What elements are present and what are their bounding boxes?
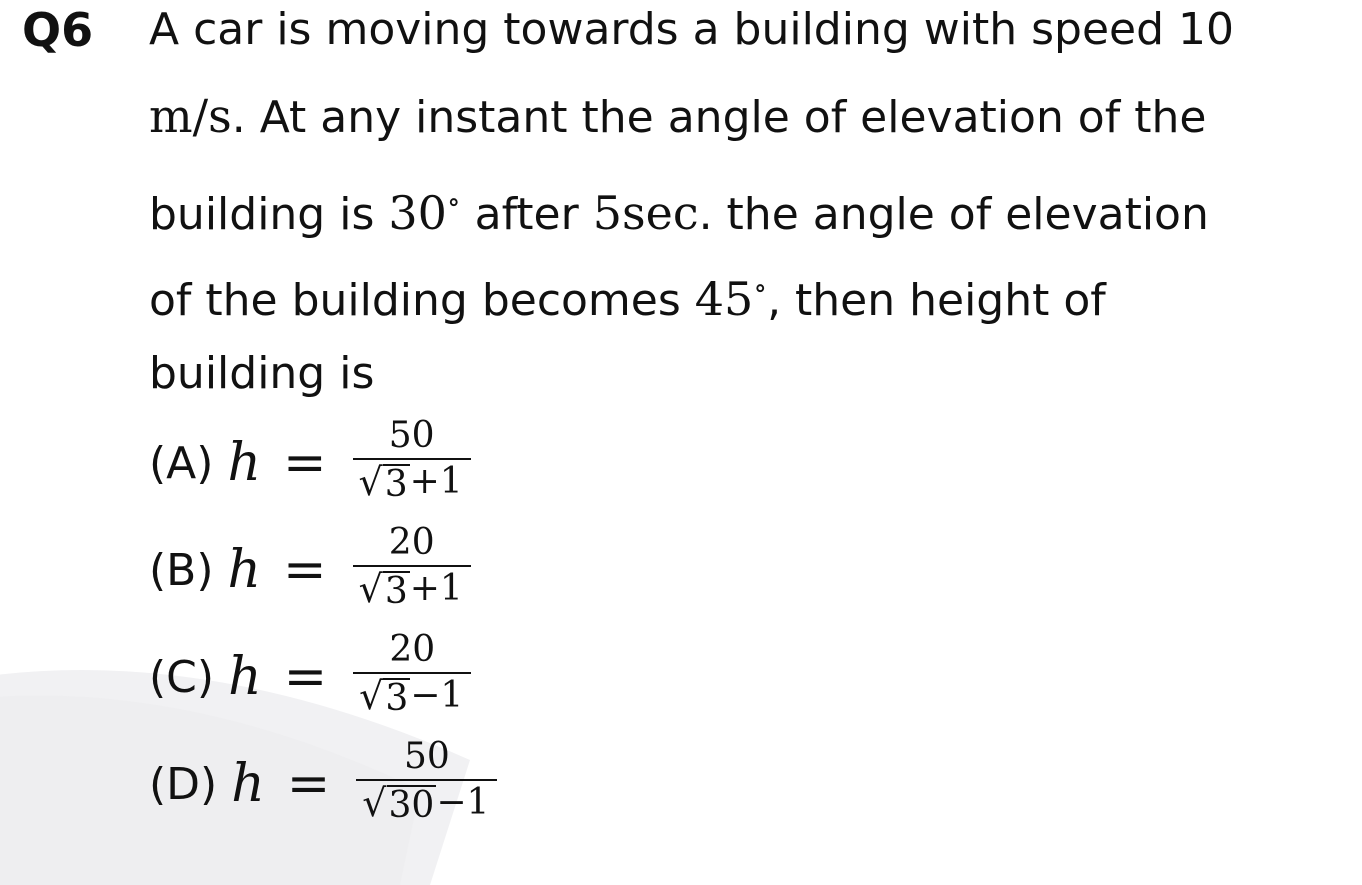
option-variable: h [227, 540, 262, 600]
sqrt-icon: √ [358, 567, 383, 611]
denominator-tail: −1 [410, 675, 464, 716]
option-fraction [353, 521, 471, 611]
radicand: 3 [385, 678, 409, 719]
angle-value: 45 [694, 272, 754, 326]
option-variable: h [227, 433, 261, 493]
question-number: Q6 [22, 3, 94, 57]
sqrt-icon: √ [358, 460, 383, 504]
degree-symbol: ∘ [446, 185, 461, 218]
fraction-numerator: 50 [403, 736, 450, 777]
equals-sign: = [283, 540, 327, 600]
stem-line-1 [149, 0, 1349, 86]
stem-text: , then height of [767, 275, 1106, 326]
equals-sign: = [282, 433, 327, 493]
denominator-tail: +1 [409, 461, 463, 502]
fraction-numerator: 50 [388, 415, 435, 456]
option-label: (D) [149, 758, 218, 810]
degree-symbol: ∘ [753, 271, 768, 304]
stem-text: A car is moving towards a building with speed 10 [149, 4, 1234, 55]
sqrt-icon: √ [362, 781, 387, 825]
option-label: (C) [149, 651, 215, 703]
stem-text: . At any instant the angle of elevation of the [231, 92, 1207, 143]
radicand: 30 [388, 785, 435, 826]
option-fraction [353, 628, 471, 718]
stem-math-unit: m/s [149, 89, 232, 143]
fraction-numerator: 20 [389, 629, 436, 670]
angle-value: 30 [388, 186, 447, 240]
stem-line-3 [149, 172, 1349, 258]
sqrt-icon: √ [359, 674, 384, 718]
fraction-denominator [353, 565, 471, 611]
option-variable: h [231, 754, 265, 814]
option-c[interactable] [149, 627, 471, 727]
equals-sign: = [286, 754, 331, 814]
fraction-denominator [356, 779, 497, 825]
radicand: 3 [384, 571, 408, 612]
option-d[interactable] [149, 734, 497, 834]
option-b[interactable] [149, 520, 471, 620]
question-stem [149, 0, 1349, 430]
stem-text: building is [149, 189, 389, 240]
fraction-denominator [353, 458, 471, 504]
stem-math-time: 5sec [592, 186, 699, 240]
equals-sign: = [283, 647, 328, 707]
stem-text: building is [149, 348, 375, 399]
stem-text: after [460, 189, 593, 240]
stem-math-angle [695, 272, 767, 326]
option-fraction [356, 735, 497, 825]
fraction-numerator: 20 [388, 522, 435, 563]
fraction-denominator [353, 672, 471, 718]
stem-line-4 [149, 258, 1349, 344]
option-variable: h [228, 647, 262, 707]
option-label: (A) [149, 437, 214, 489]
denominator-tail: −1 [436, 782, 490, 823]
option-a[interactable] [149, 413, 471, 513]
stem-line-2 [149, 86, 1349, 172]
radicand: 3 [384, 464, 408, 505]
option-fraction [353, 414, 471, 504]
stem-text: . the angle of elevation [698, 189, 1209, 240]
stem-text: of the building becomes [149, 275, 695, 326]
option-label: (B) [149, 544, 214, 596]
denominator-tail: +1 [409, 568, 463, 609]
stem-math-angle [388, 186, 460, 240]
